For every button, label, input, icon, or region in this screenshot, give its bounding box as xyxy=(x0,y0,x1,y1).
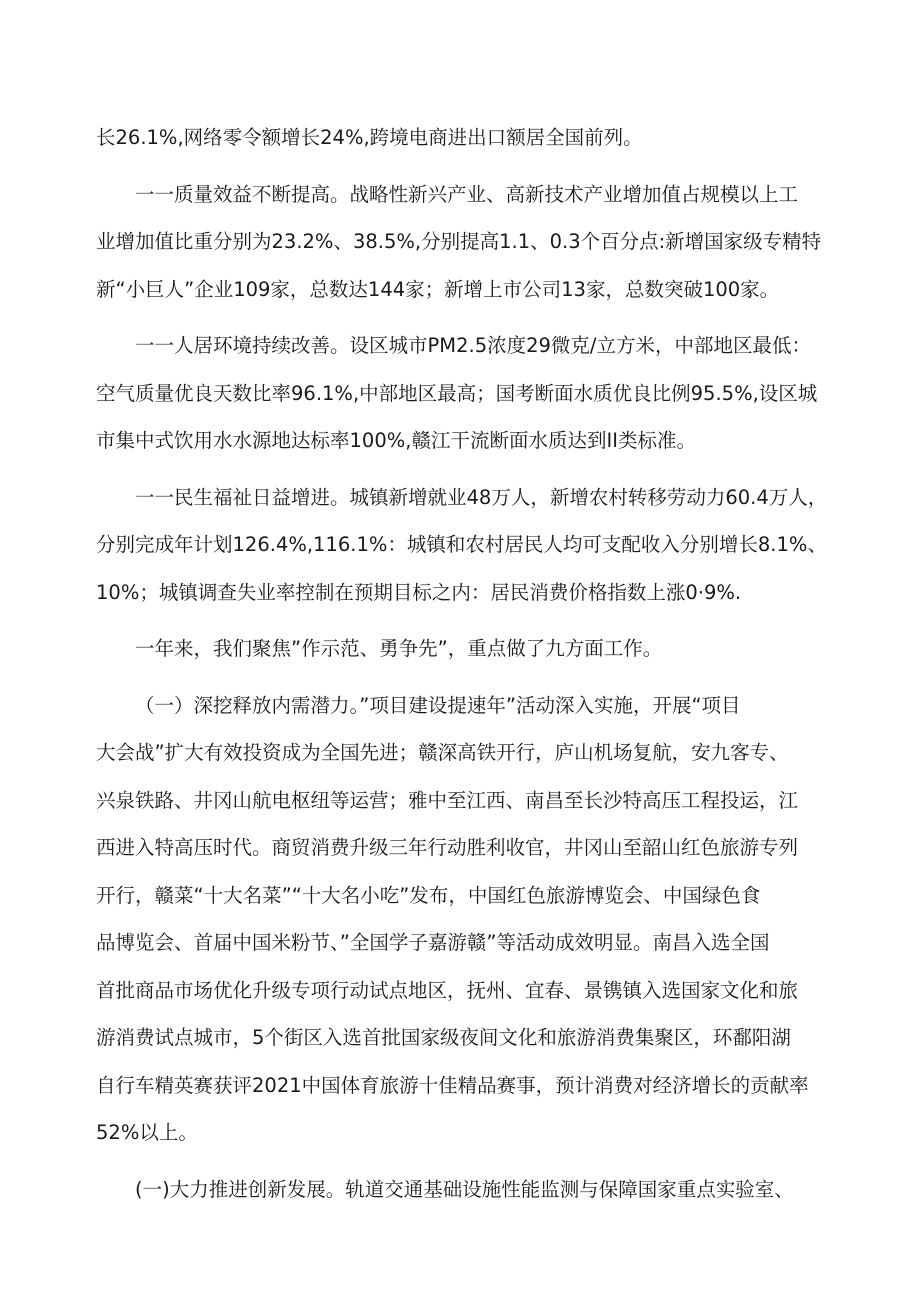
text-line: 10%；城镇调查失业率控制在预期目标之内：居民消费价格指数上涨0·9%. xyxy=(96,580,742,604)
text-line: 业增加值比重分别为23.2%、38.5%,分别提高1.1、0.3个百分点:新增国家级专精特 xyxy=(96,230,822,253)
text-line: 一一民生福祉日益增进。城镇新增就业48万人，新增农村转移劳动力60.4万人， xyxy=(135,485,828,509)
text-line: 52%以上。 xyxy=(96,1121,198,1144)
paragraph xyxy=(96,1166,826,1214)
text-line: 西进入特高压时代。商贸消费升级三年行动胜利收官，井冈山至韶山红色旅游专列 xyxy=(96,836,799,859)
text-line: 自行车精英赛获评2021中国体育旅游十佳精品赛事，预计消费对经济增长的贡献率 xyxy=(96,1073,809,1097)
paragraph xyxy=(96,171,826,314)
text-line: 游消费试点城市，5个街区入选首批国家级夜间文化和旅游消费集聚区，环鄱阳湖 xyxy=(96,1026,791,1049)
text-line: 市集中式饮用水水源地达标率100%,赣江干流断面水质达到II类标准。 xyxy=(96,429,696,452)
paragraph xyxy=(96,114,826,162)
text-line: 分别完成年计划126.4%,116.1%：城镇和农村居民人均可支配收入分别增长8.1%、 xyxy=(96,533,827,556)
text-line: 开行，赣菜“十大名菜”“十大名小吃”发布，中国红色旅游博览会、中国绿色食 xyxy=(96,883,761,907)
text-line: 兴泉铁路、井冈山航电枢纽等运营；雅中至江西、南昌至长沙特高压工程投运，江 xyxy=(96,788,799,812)
text-line: 品博览会、首届中国米粉节、”全国学子嘉游赣”等活动成效明显。南昌入选全国 xyxy=(96,931,770,954)
paragraph xyxy=(96,322,826,465)
document-body xyxy=(96,114,826,1213)
paragraph xyxy=(96,625,826,673)
text-line: 大会战”扩大有效投资成为全国先进；赣深高铁开行，庐山机场复航，安九客专、 xyxy=(96,741,789,764)
text-line: 新“小巨人”企业109家，总数达144家；新增上市公司13家，总数突破100家。 xyxy=(96,277,780,301)
text-line: 一一质量效益不断提高。战略性新兴产业、高新技术产业增加值占规模以上工 xyxy=(135,182,799,206)
text-line: (一)大力推进创新发展。轨道交通基础设施性能监测与保障国家重点实验室、 xyxy=(135,1177,794,1201)
text-line: 空气质量优良天数比率96.1%,中部地区最高；国考断面水质优良比例95.5%,设区城 xyxy=(96,381,818,405)
text-line: 长26.1%,网络零令额增长24%,跨境电商进出口额居全国前列。 xyxy=(96,126,643,149)
text-line: 一一人居环境持续改善。设区城市PM2.5浓度29微克/立方米，中部地区最低： xyxy=(135,334,811,357)
text-line: 一年来，我们聚焦”作示范、勇争先”，重点做了九方面工作。 xyxy=(135,637,663,660)
text-line: 首批商品市场优化升级专项行动试点地区，抚州、宜春、景镌镇入选国家文化和旅 xyxy=(96,978,799,1002)
paragraph xyxy=(96,474,826,617)
paragraph xyxy=(96,682,826,1157)
text-line: （一）深挖释放内需潜力。”项目建设提速年”活动深入实施，开展“项目 xyxy=(135,693,741,717)
